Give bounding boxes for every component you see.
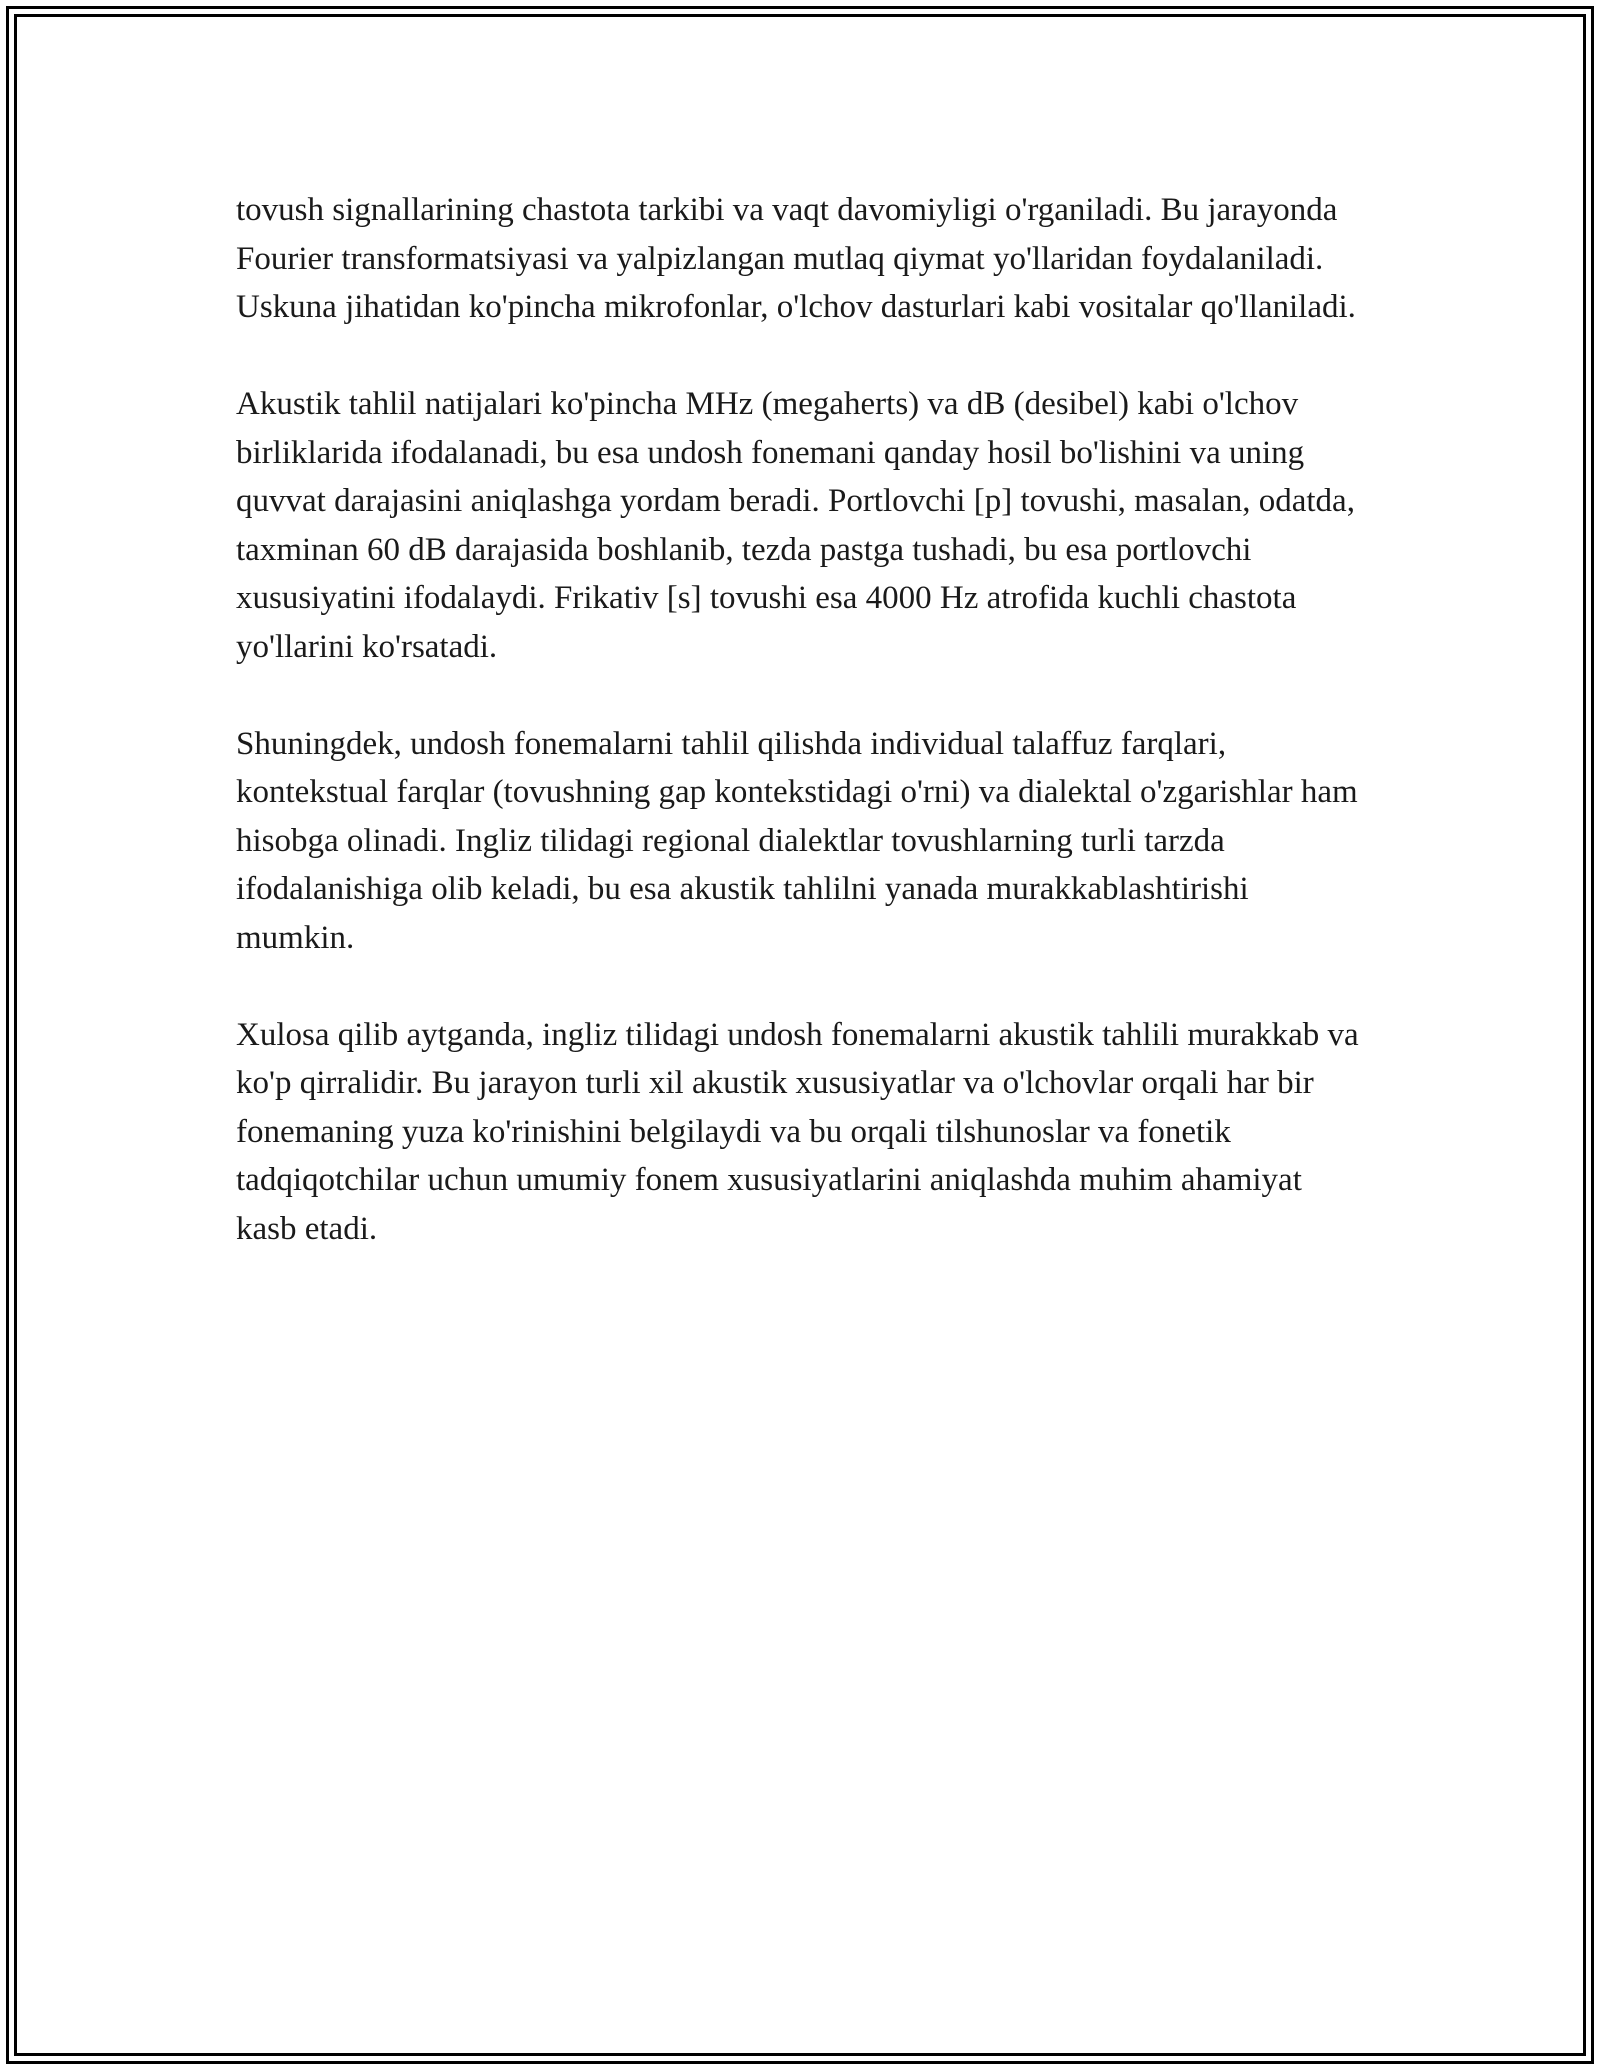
paragraph-4: Xulosa qilib aytganda, ingliz tilidagi undosh fonemalarni akustik tahlili murakkab va ko'p qirralidir. Bu jarayon turli xil akustik xususiyatlar va o'lchovlar orqali har bir fonemaning yuza ko'rinishini belgilaydi va bu orqali tilshunoslar va fonetik tadqiqotchilar uchun umumiy fonem xususiyatlarini aniqlashda muhim ahamiyat kasb etadi. [236, 1016, 1359, 1247]
paragraph-1: tovush signallarining chastota tarkibi va vaqt davomiyligi o'rganiladi. Bu jarayonda Fourier transformatsiyasi va yalpizlangan mutlaq qiymat yo'llaridan foydalaniladi. Uskuna jihatidan ko'pincha mikrofonlar, o'lchov dasturlari kabi vositalar qo'llaniladi. [236, 192, 1356, 325]
paragraph-3: Shuningdek, undosh fonemalarni tahlil qilishda individual talaffuz farqlari, kontekstual farqlar (tovushning gap kontekstidagi o'rni) va dialektal o'zgarishlar ham hisobga olinadi. Ingliz tilidagi regional dialektlar tovushlarning turli tarzda ifodalanishiga olib keladi, bu esa akustik tahlilni yanada murakkablashtirishi mumkin. [236, 725, 1358, 956]
document-body [236, 186, 1366, 1302]
paragraph-2: Akustik tahlil natijalari ko'pincha MHz (megaherts) va dB (desibel) kabi o'lchov birliklarida ifodalanadi, bu esa undosh fonemani qanday hosil bo'lishini va uning quvvat darajasini aniqlashga yordam beradi. Portlovchi [p] tovushi, masalan, odatda, taxminan 60 dB darajasida boshlanib, tezda pastga tushadi, bu esa portlovchi xususiyatini ifodalaydi. Frikativ [s] tovushi esa 4000 Hz atrofida kuchli chastota yo'llarini ko'rsatadi. [236, 386, 1355, 665]
